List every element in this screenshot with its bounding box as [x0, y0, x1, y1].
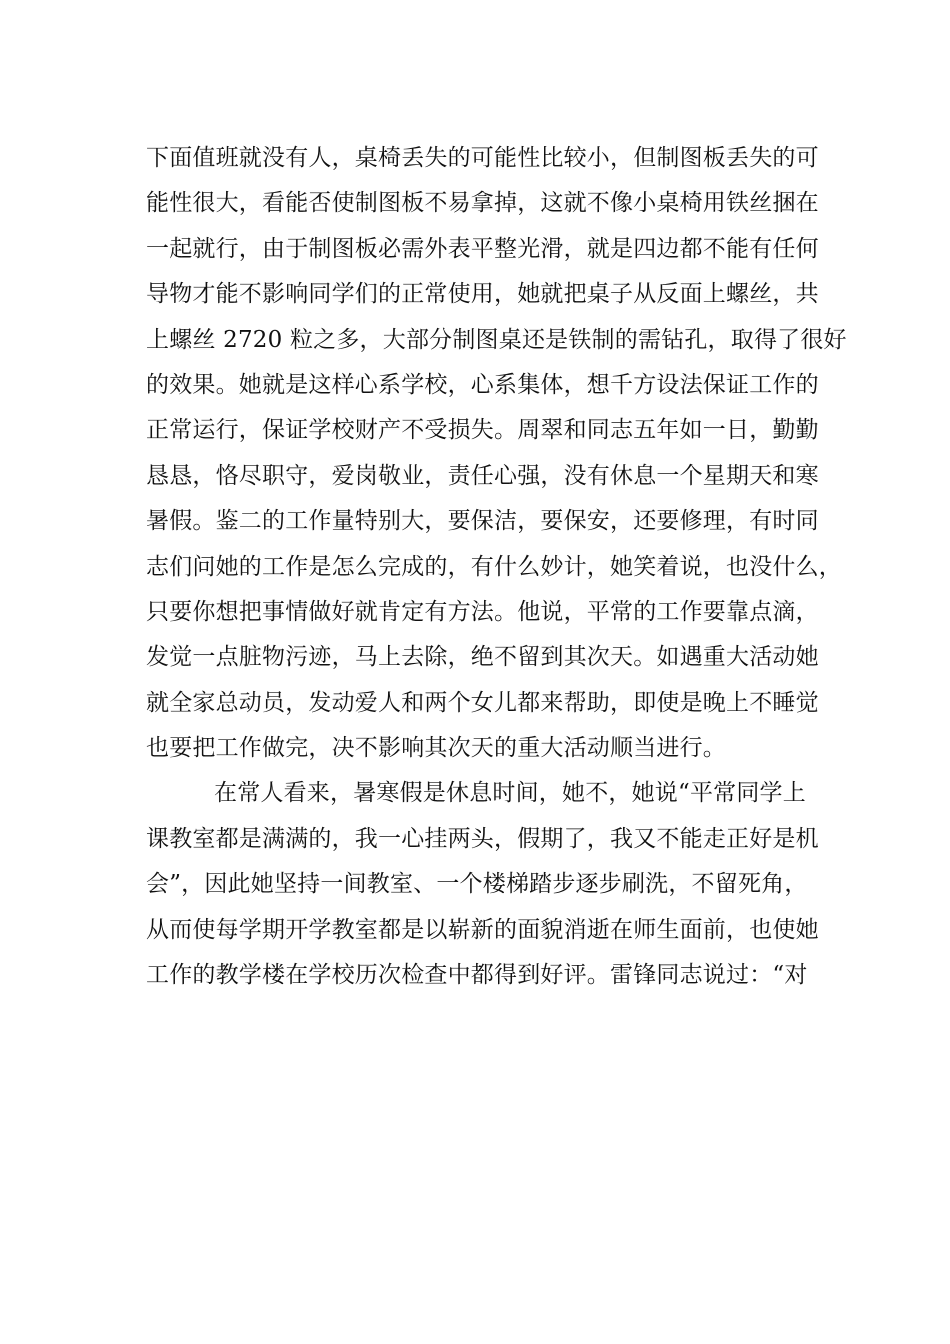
text-line: 的效果。她就是这样心系学校，心系集体，想千方设法保证工作的 [146, 371, 819, 398]
text-line: 志们问她的工作是怎么完成的，有什么妙计，她笑着说，也没什么， [146, 553, 842, 580]
text-line: 课教室都是满满的，我一心挂两头，假期了，我又不能走正好是机 [146, 825, 819, 852]
text-line: 正常运行，保证学校财产不受损失。周翠和同志五年如一日，勤勤 [146, 417, 819, 444]
text-line: 导物才能不影响同学们的正常使用，她就把桌子从反面上螺丝，共 [146, 281, 819, 308]
text-line: 恳恳，恪尽职守，爱岗敬业，责任心强，没有休息一个星期天和寒 [146, 462, 819, 489]
text-line: 上螺丝 2720 粒之多，大部分制图桌还是铁制的需钻孔，取得了很好 [146, 326, 847, 353]
text-line: 发觉一点脏物污迹，马上去除，绝不留到其次天。如遇重大活动她 [146, 644, 819, 671]
text-line: 一起就行，由于制图板必需外表平整光滑，就是四边都不能有任何 [146, 235, 819, 262]
text-line: 工作的教学楼在学校历次检查中都得到好评。雷锋同志说过：“对 [146, 962, 808, 989]
text-line: 只要你想把事情做好就肯定有方法。他说，平常的工作要靠点滴， [146, 598, 819, 625]
text-line: 下面值班就没有人，桌椅丢失的可能性比较小，但制图板丢失的可 [146, 145, 819, 171]
text-line: 能性很大，看能否使制图板不易拿掉，这就不像小桌椅用铁丝捆在 [146, 190, 819, 217]
text-line: 从而使每学期开学教室都是以崭新的面貌消逝在师生面前，也使她 [146, 916, 819, 943]
body-text [146, 136, 847, 998]
paragraph-first-line: 在常人看来，暑寒假是休息时间，她不，她说“平常同学上 [214, 780, 806, 807]
text-line: 暑假。鉴二的工作量特别大，要保洁，要保安，还要修理，有时同 [146, 508, 819, 535]
text-line: 就全家总动员，发动爱人和两个女儿都来帮助，即使是晚上不睡觉 [146, 689, 819, 716]
text-line: 会”，因此她坚持一间教室、一个楼梯踏步逐步刷洗，不留死角， [146, 871, 808, 898]
text-line: 也要把工作做完，决不影响其次天的重大活动顺当进行。 [146, 735, 726, 762]
